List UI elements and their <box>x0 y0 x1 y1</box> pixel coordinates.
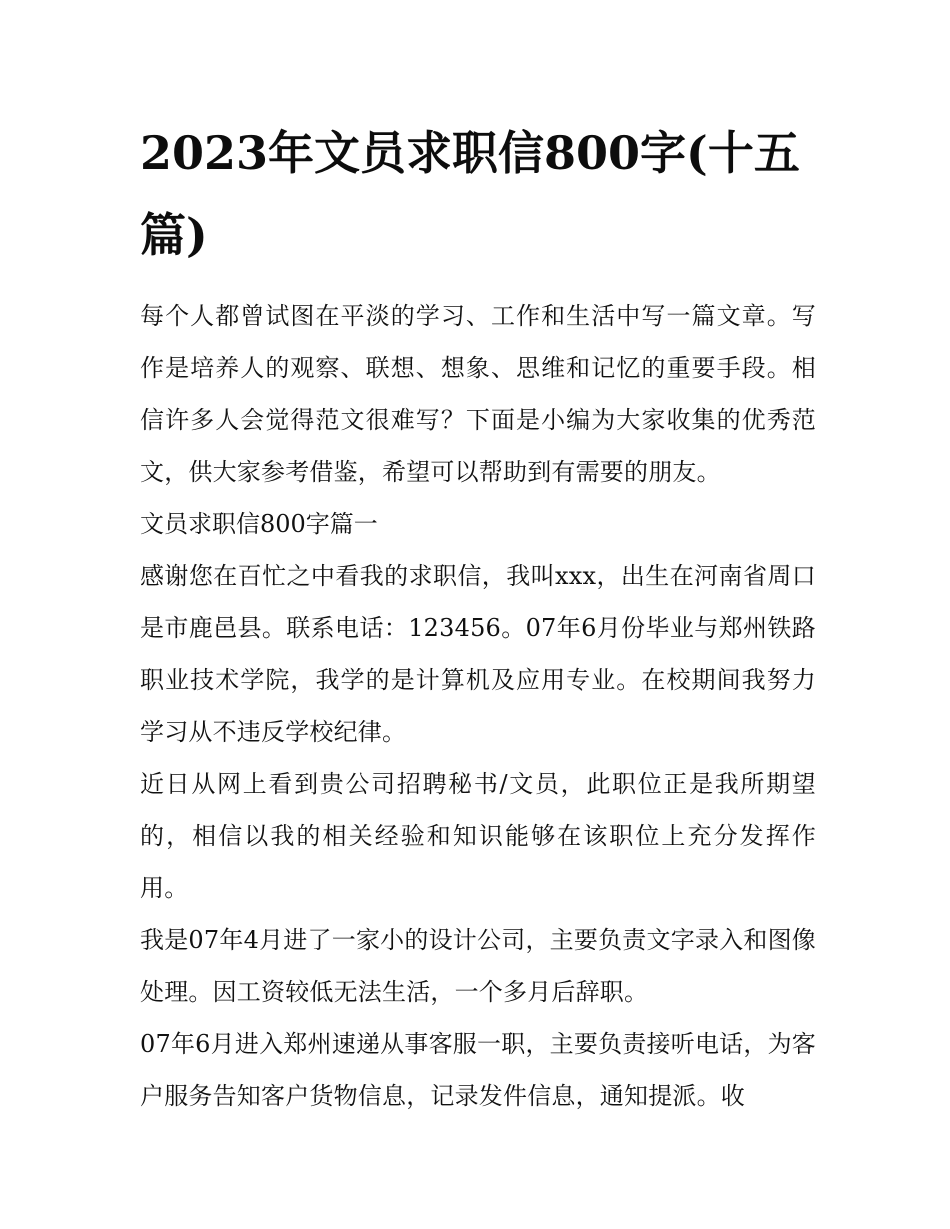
body-paragraph-3: 我是07年4月进了一家小的设计公司，主要负责文字录入和图像处理。因工资较低无法生活，一个多月后辞职。 <box>140 926 816 1006</box>
intro-paragraph: 每个人都曾试图在平淡的学习、工作和生活中写一篇文章。写作是培养人的观察、联想、想象、思维和记忆的重要手段。相信许多人会觉得范文很难写？下面是小编为大家收集的优秀范文，供大家参考借鉴，希望可以帮助到有需要的朋友。 <box>140 302 816 486</box>
body-paragraph-4: 07年6月进入郑州速递从事客服一职，主要负责接听电话，为客户服务告知客户货物信息，记录发件信息，通知提派。收 <box>140 1030 816 1110</box>
document-title: 2023年文员求职信800字(十五篇) <box>140 126 800 262</box>
body-paragraph-2: 近日从网上看到贵公司招聘秘书/文员，此职位正是我所期望的，相信以我的相关经验和知识能够在该职位上充分发挥作用。 <box>140 770 816 902</box>
body-paragraph-1: 感谢您在百忙之中看我的求职信，我叫xxx，出生在河南省周口是市鹿邑县。联系电话：123456。07年6月份毕业与郑州铁路职业技术学院，我学的是计算机及应用专业。在校期间我努力学习从不违反学校纪律。 <box>140 562 816 746</box>
section-heading: 文员求职信800字篇一 <box>140 510 378 538</box>
document-page <box>140 112 816 1122</box>
title-spacer <box>140 276 816 290</box>
